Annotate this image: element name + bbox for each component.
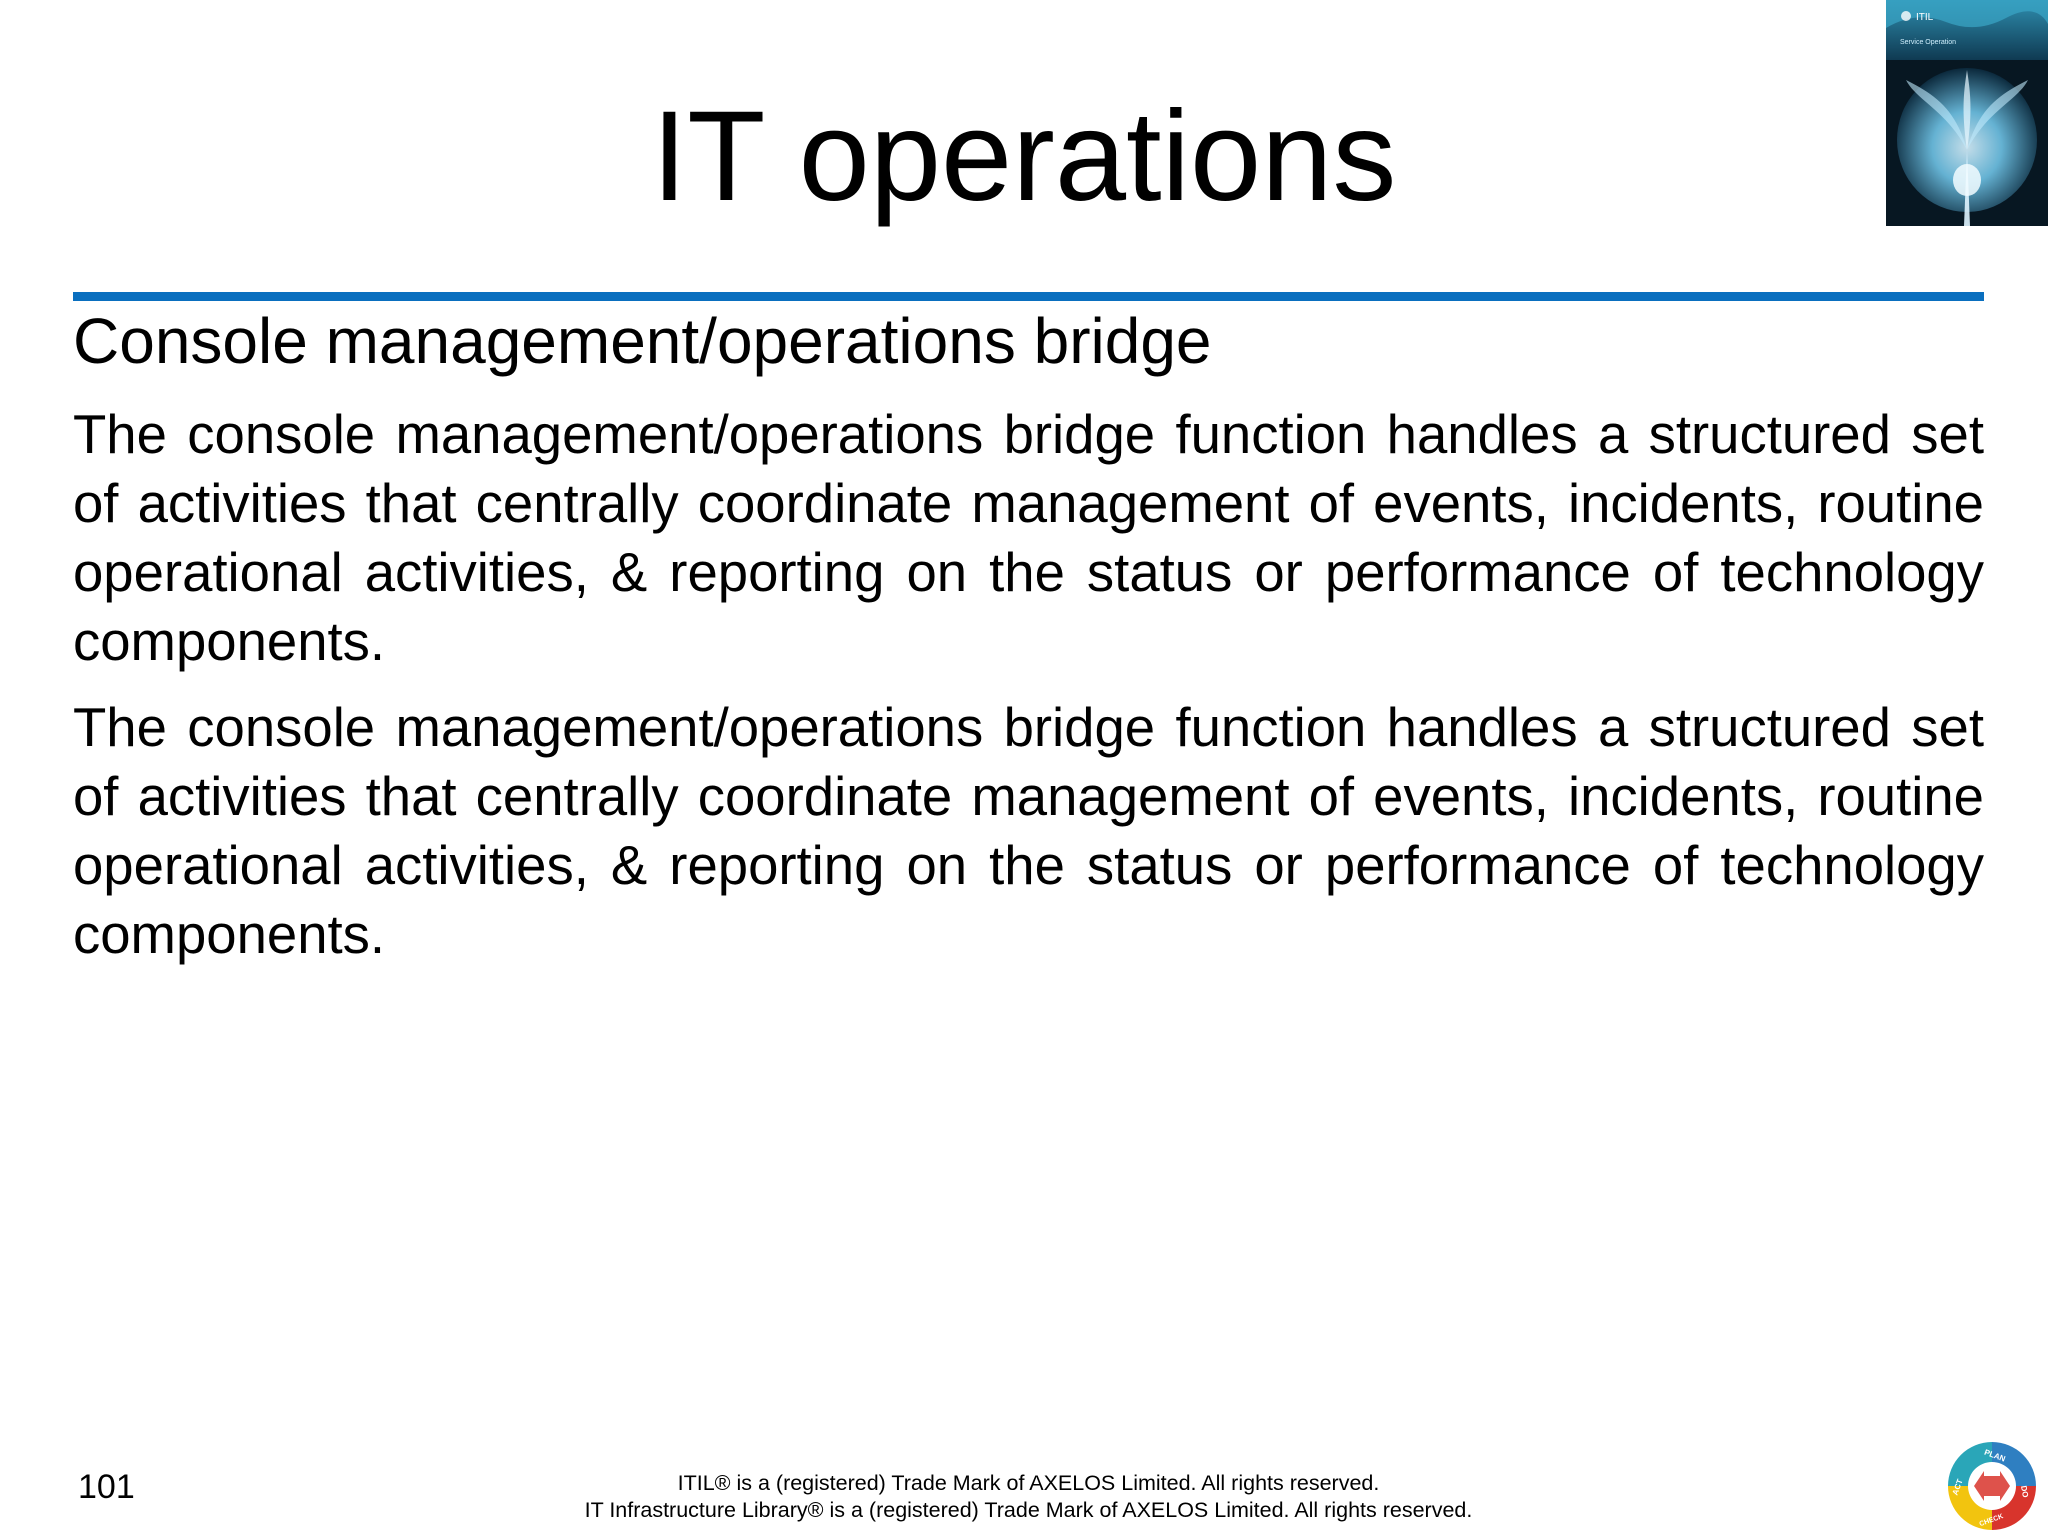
body-paragraph-1: The console management/operations bridge function handles a structured set of activities that centrally coordinate management of events, incidents, routine operational activities, & reporting on the status or performance of technology components. [73, 404, 1984, 672]
page-number: 101 [78, 1468, 135, 1506]
body-paragraph-2: The console management/operations bridge function handles a structured set of activities that centrally coordinate management of events, incidents, routine operational activities, & reporting on the status or performance of technology components. [73, 697, 1984, 965]
cycle-label-plan: PLAN [1983, 1447, 2007, 1464]
book-brand-text: ITIL [1916, 12, 1934, 23]
itil-book-cover-image [1886, 0, 2048, 226]
trademark-footer [400, 1470, 1657, 1524]
trademark-line-2: IT Infrastructure Library® is a (registered) Trade Mark of AXELOS Limited. All rights reserved. [584, 1498, 1473, 1522]
cycle-label-check: CHECK [1978, 1513, 2005, 1529]
book-subtitle-text: Service Operation [1900, 39, 1957, 46]
title-divider-rule [73, 292, 1984, 301]
plan-do-check-act-cycle-icon [1942, 1436, 2042, 1536]
section-heading: Console management/operations bridge [73, 305, 1212, 377]
slide-title: IT operations [651, 85, 1397, 228]
cycle-label-act: ACT [1950, 1477, 1965, 1497]
trademark-line-1: ITIL® is a (registered) Trade Mark of AXELOS Limited. All rights reserved. [677, 1471, 1380, 1495]
cycle-label-do: DO [2018, 1484, 2030, 1499]
